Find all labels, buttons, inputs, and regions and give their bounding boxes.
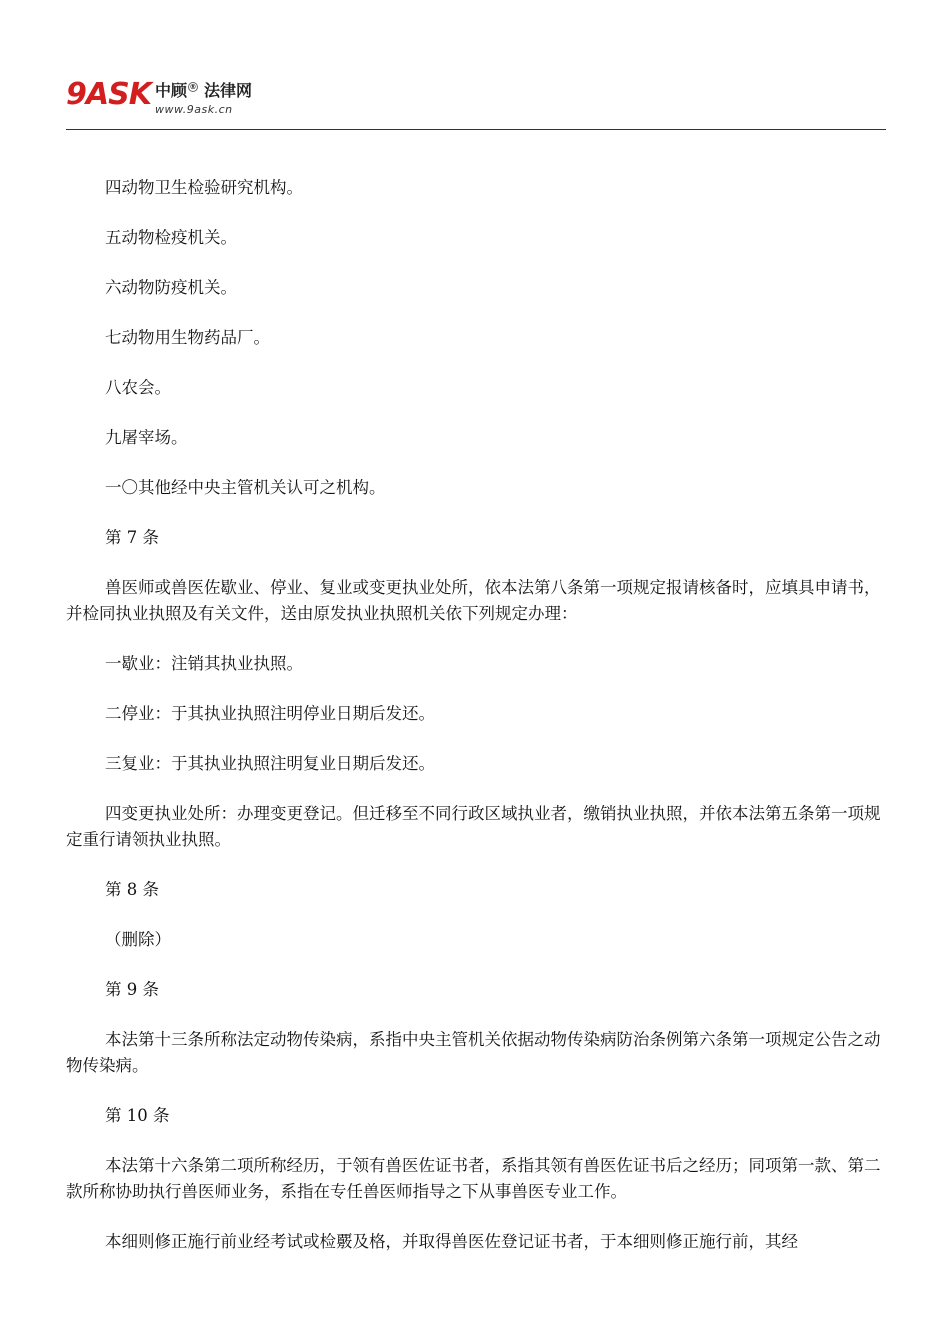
paragraph: 本细则修正施行前业经考试或检覈及格，并取得兽医佐登记证书者，于本细则修正施行前，其经 — [105, 1232, 798, 1251]
paragraph: 九屠宰场。 — [105, 428, 188, 447]
paragraph: 本法第十三条所称法定动物传染病，系指中央主管机关依据动物传染病防治条例第六条第一项规定公告之动物传染病。 — [66, 1030, 881, 1075]
logo-chinese-name — [155, 82, 252, 100]
paragraph: 四变更执业处所：办理变更登记。但迁移至不同行政区域执业者，缴销执业执照，并依本法第五条第一项规定重行请领执业执照。 — [66, 804, 881, 849]
logo-name-right: 法律网 — [203, 81, 252, 100]
paragraph: 本法第十六条第二项所称经历，于领有兽医佐证书者，系指其领有兽医佐证书后之经历；同项第一款、第二款所称协助执行兽医师业务，系指在专任兽医师指导之下从事兽医专业工作。 — [66, 1156, 881, 1201]
paragraph: 一歇业：注销其执业执照。 — [105, 654, 303, 673]
site-logo[interactable] — [66, 77, 252, 116]
paragraph: 七动物用生物药品厂。 — [105, 328, 270, 347]
logo-name-left: 中顾 — [154, 81, 187, 100]
paragraph: 四动物卫生检验研究机构。 — [105, 178, 303, 197]
paragraph: 六动物防疫机关。 — [105, 278, 237, 297]
paragraph: 三复业：于其执业执照注明复业日期后发还。 — [105, 754, 435, 773]
document-body — [66, 175, 886, 1279]
paragraph: 一〇其他经中央主管机关认可之机构。 — [105, 478, 386, 497]
header-divider — [66, 129, 886, 130]
paragraph: 八农会。 — [105, 378, 171, 397]
logo-text-group — [155, 82, 252, 116]
logo-url: www.9ask.cn — [154, 103, 233, 116]
article-heading: 第 9 条 — [105, 980, 159, 999]
paragraph: （删除） — [105, 930, 171, 949]
paragraph: 五动物检疫机关。 — [105, 228, 237, 247]
article-heading: 第 8 条 — [105, 880, 159, 899]
article-heading: 第 7 条 — [105, 528, 159, 547]
page-header — [66, 72, 886, 132]
paragraph: 兽医师或兽医佐歇业、停业、复业或变更执业处所，依本法第八条第一项规定报请核备时，应填具申请书，并检同执业执照及有关文件，送由原发执业执照机关依下列规定办理： — [66, 578, 881, 623]
logo-mark: 9ASK — [66, 77, 151, 112]
registered-mark-icon: ® — [189, 83, 197, 91]
article-heading: 第 10 条 — [105, 1106, 170, 1125]
paragraph: 二停业：于其执业执照注明停业日期后发还。 — [105, 704, 435, 723]
